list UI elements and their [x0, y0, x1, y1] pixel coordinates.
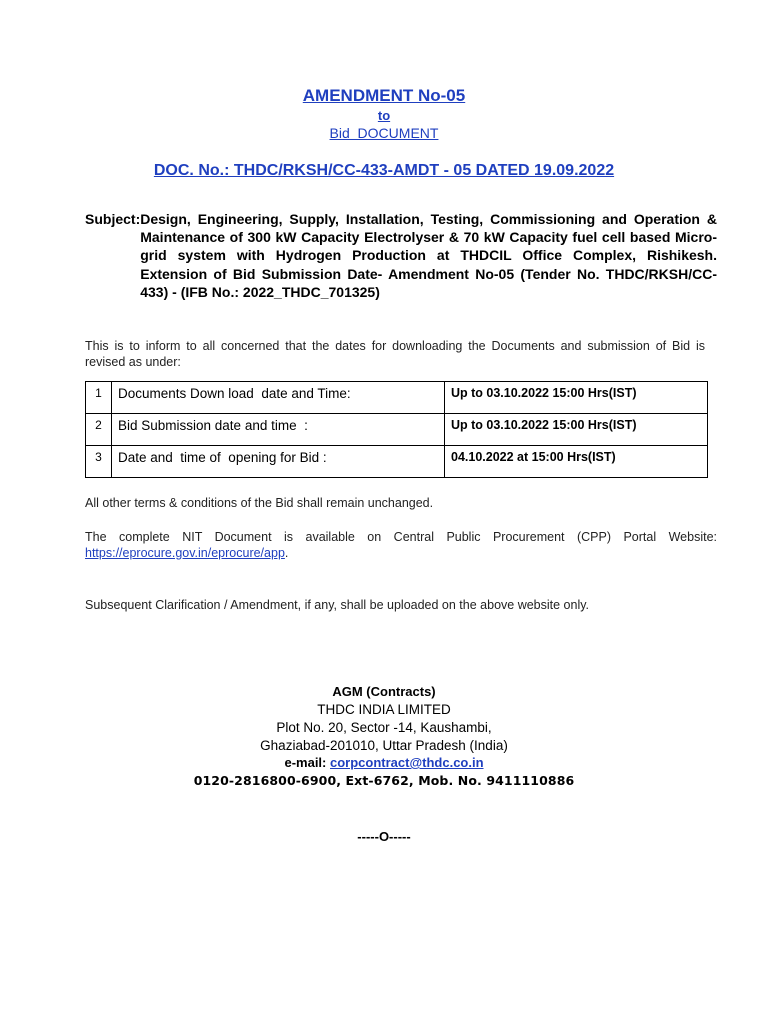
row-number: 3: [86, 446, 112, 478]
signatory-title: AGM (Contracts): [332, 684, 436, 699]
row-value: Up to 03.10.2022 15:00 Hrs(IST): [445, 414, 708, 446]
dates-table: [85, 381, 708, 478]
table-row: [86, 446, 708, 478]
phone-line: 0120-2816800-6900, Ext-6762, Mob. No. 9411110886: [193, 773, 575, 788]
table-row: [86, 382, 708, 414]
nit-text: The complete NIT Document is available on Central Public Procurement (CPP) Portal Website:: [85, 530, 717, 544]
address-line-1: Plot No. 20, Sector -14, Kaushambi,: [276, 720, 492, 735]
row-value: 04.10.2022 at 15:00 Hrs(IST): [445, 446, 708, 478]
terms-paragraph: All other terms & conditions of the Bid shall remain unchanged.: [85, 496, 434, 510]
intro-paragraph: This is to inform to all concerned that the dates for downloading the Documents and submission of Bid is revised as under:: [85, 339, 705, 369]
subject-label: Subject:: [85, 211, 141, 227]
row-number: 1: [86, 382, 112, 414]
row-label: Date and time of opening for Bid :: [112, 446, 445, 478]
to-label: to: [377, 108, 391, 123]
email-label: e-mail:: [284, 755, 327, 770]
amendment-title: AMENDMENT No-05: [302, 86, 466, 105]
email-link[interactable]: corpcontract@thdc.co.in: [330, 755, 484, 770]
row-label: Documents Down load date and Time:: [112, 382, 445, 414]
email-line: [0, 755, 768, 770]
end-mark: -----O-----: [357, 829, 411, 844]
bid-document-label: Bid DOCUMENT: [329, 125, 439, 141]
table-row: [86, 414, 708, 446]
doc-number: DOC. No.: THDC/RKSH/CC-433-AMDT - 05 DATED 19.09.2022: [153, 162, 615, 179]
clarification-paragraph: Subsequent Clarification / Amendment, if any, shall be uploaded on the above website only.: [85, 598, 590, 612]
nit-suffix: .: [284, 546, 289, 560]
subject-text: Design, Engineering, Supply, Installation, Testing, Commissioning and Operation & Maintenance of 300 kW Capacity Electrolyser & 70 kW Capacity fuel cell based Micro-grid system with Hydrogen Production at THDCIL Office Complex, Rishikesh. Extension of Bid Submission Date- Amendment No-05 (Tender No. THDC/RKSH/CC-433) - (IFB No.: 2022_THDC_701325): [140, 211, 717, 300]
subject-block: [85, 210, 717, 301]
nit-paragraph: [85, 529, 717, 561]
row-label: Bid Submission date and time :: [112, 414, 445, 446]
address-line-2: Ghaziabad-201010, Uttar Pradesh (India): [260, 738, 508, 753]
cpp-portal-link[interactable]: https://eprocure.gov.in/eprocure/app: [85, 546, 285, 560]
row-value: Up to 03.10.2022 15:00 Hrs(IST): [445, 382, 708, 414]
company-name: THDC INDIA LIMITED: [317, 702, 451, 717]
row-number: 2: [86, 414, 112, 446]
